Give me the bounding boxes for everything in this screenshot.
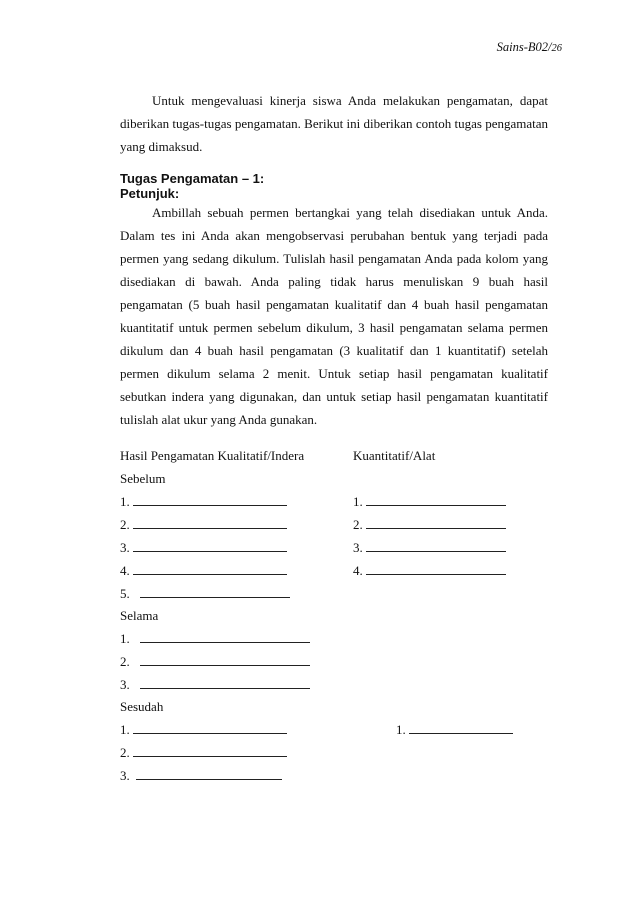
- answer-line[interactable]: [140, 632, 310, 643]
- qualitative-column-header: Hasil Pengamatan Kualitatif/Indera: [120, 448, 305, 463]
- item-number: 3.: [120, 677, 130, 692]
- answer-line[interactable]: [133, 564, 287, 575]
- section-before-label: Sebelum: [120, 471, 166, 486]
- answer-line[interactable]: [133, 495, 287, 506]
- before-qualitative-4[interactable]: [120, 563, 287, 579]
- before-quantitative-3[interactable]: [353, 540, 506, 556]
- answer-line[interactable]: [133, 723, 287, 734]
- item-number: 1.: [120, 494, 130, 509]
- answer-line[interactable]: [409, 723, 513, 734]
- item-number: 1.: [396, 722, 406, 737]
- item-number: 4.: [353, 563, 363, 578]
- item-number: 4.: [120, 563, 130, 578]
- item-number: 3.: [120, 768, 130, 783]
- answer-line[interactable]: [133, 746, 287, 757]
- during-qualitative-3[interactable]: [120, 677, 310, 693]
- instructions-paragraph: Ambillah sebuah permen bertangkai yang telah disediakan untuk Anda. Dalam tes ini Anda akan mengobservasi perubahan bentuk yang terjadi pada permen yang sedang dikulum. Tulislah hasil pengamatan Anda pada kolom yang disediakan di bawah. Anda paling tidak harus menuliskan 9 buah hasil pengamatan (5 buah hasil pengamatan kualitatif dan 4 buah hasil pengamatan kuantitatif untuk permen sebelum dikulum, 3 hasil pengamatan selama permen dikulum dan 4 buah hasil pengamatan (3 kualitatif dan 1 kuantitatif) setelah permen dikulum selama 2 menit. Untuk setiap hasil pengamatan kualitatif sebutkan indera yang digunakan, dan untuk setiap hasil pengamatan kuantitatif tulislah alat ukur yang Anda gunakan.: [120, 205, 548, 427]
- item-number: 2.: [120, 517, 130, 532]
- before-qualitative-5[interactable]: [120, 586, 290, 602]
- before-qualitative-1[interactable]: [120, 494, 287, 510]
- item-number: 1.: [120, 722, 130, 737]
- answer-line[interactable]: [140, 587, 290, 598]
- before-quantitative-4[interactable]: [353, 563, 506, 579]
- item-number: 5.: [120, 586, 130, 601]
- before-quantitative-2[interactable]: [353, 517, 506, 533]
- before-quantitative-1[interactable]: [353, 494, 506, 510]
- section-after-label: Sesudah: [120, 699, 164, 714]
- during-qualitative-1[interactable]: [120, 631, 310, 647]
- answer-line[interactable]: [140, 678, 310, 689]
- before-qualitative-3[interactable]: [120, 540, 287, 556]
- answer-line[interactable]: [133, 518, 287, 529]
- answer-line[interactable]: [366, 541, 506, 552]
- item-number: 1.: [353, 494, 363, 509]
- item-number: 2.: [120, 654, 130, 669]
- after-qualitative-3[interactable]: [120, 768, 282, 784]
- before-qualitative-2[interactable]: [120, 517, 287, 533]
- item-number: 1.: [120, 631, 130, 646]
- answer-line[interactable]: [366, 518, 506, 529]
- after-qualitative-2[interactable]: [120, 745, 287, 761]
- intro-paragraph: Untuk mengevaluasi kinerja siswa Anda melakukan pengamatan, dapat diberikan tugas-tugas pengamatan. Berikut ini diberikan contoh tugas pengamatan yang dimaksud.: [120, 93, 548, 154]
- item-number: 3.: [353, 540, 363, 555]
- item-number: 2.: [120, 745, 130, 760]
- answer-line[interactable]: [133, 541, 287, 552]
- header-code: Sains-B02/: [496, 40, 552, 54]
- after-quantitative-1[interactable]: [396, 722, 513, 738]
- answer-line[interactable]: [366, 495, 506, 506]
- instructions-title: Petunjuk:: [120, 186, 180, 201]
- item-number: 2.: [353, 517, 363, 532]
- answer-line[interactable]: [136, 769, 282, 780]
- item-number: 3.: [120, 540, 130, 555]
- after-qualitative-1[interactable]: [120, 722, 287, 738]
- answer-line[interactable]: [366, 564, 506, 575]
- page-header: [497, 40, 562, 55]
- header-page-number: 26: [551, 43, 562, 54]
- during-qualitative-2[interactable]: [120, 654, 310, 670]
- task-title: Tugas Pengamatan – 1:: [120, 171, 265, 186]
- answer-line[interactable]: [140, 655, 310, 666]
- quantitative-column-header: Kuantitatif/Alat: [353, 448, 436, 463]
- section-during-label: Selama: [120, 608, 159, 623]
